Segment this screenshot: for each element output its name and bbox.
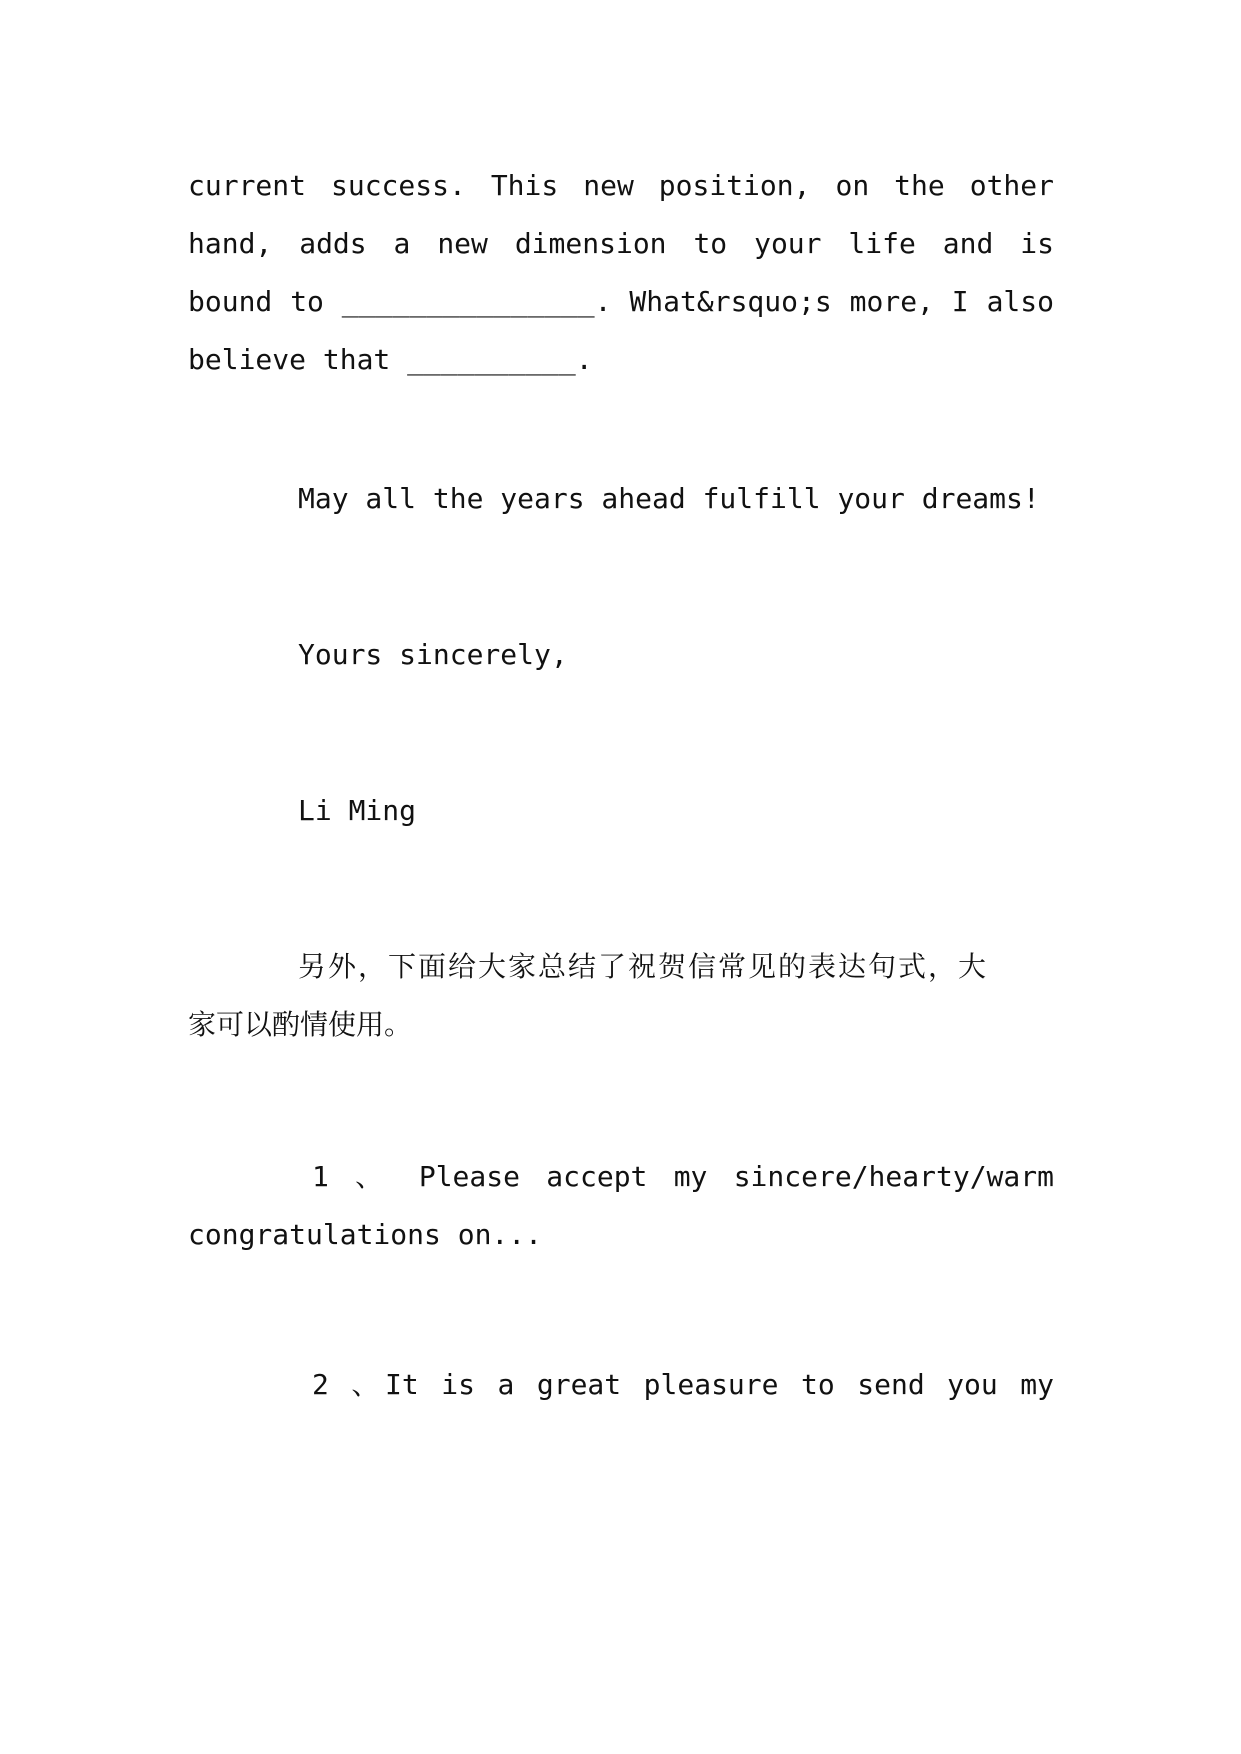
expression-item-2 (188, 1356, 1054, 1414)
wish-line: May all the years ahead fulfill your dreams! (298, 482, 1040, 515)
text-line: current success. This new position, on the other (188, 169, 1054, 202)
text-line: 1 、 Please accept my sincere/hearty/warm (312, 1160, 1054, 1193)
text-line: hand, adds a new dimension to your life and is (188, 227, 1054, 260)
closing-line: Yours sincerely, (298, 638, 568, 671)
text-line: 2 、It is a great pleasure to send you my (312, 1368, 1054, 1401)
text-line: bound to _______________. What&rsquo;s more, I also (188, 285, 1054, 318)
text-line: believe that __________. (188, 343, 593, 376)
expression-item-1 (188, 1148, 1054, 1264)
text-line: 家可以酌情使用。 (188, 1008, 413, 1041)
body-paragraph (188, 157, 1054, 389)
chinese-note (188, 938, 1054, 1054)
text-line: congratulations on... (188, 1218, 543, 1251)
signature: Li Ming (298, 794, 417, 827)
text-line: 另外，下面给大家总结了祝贺信常见的表达句式，大 (298, 950, 989, 983)
